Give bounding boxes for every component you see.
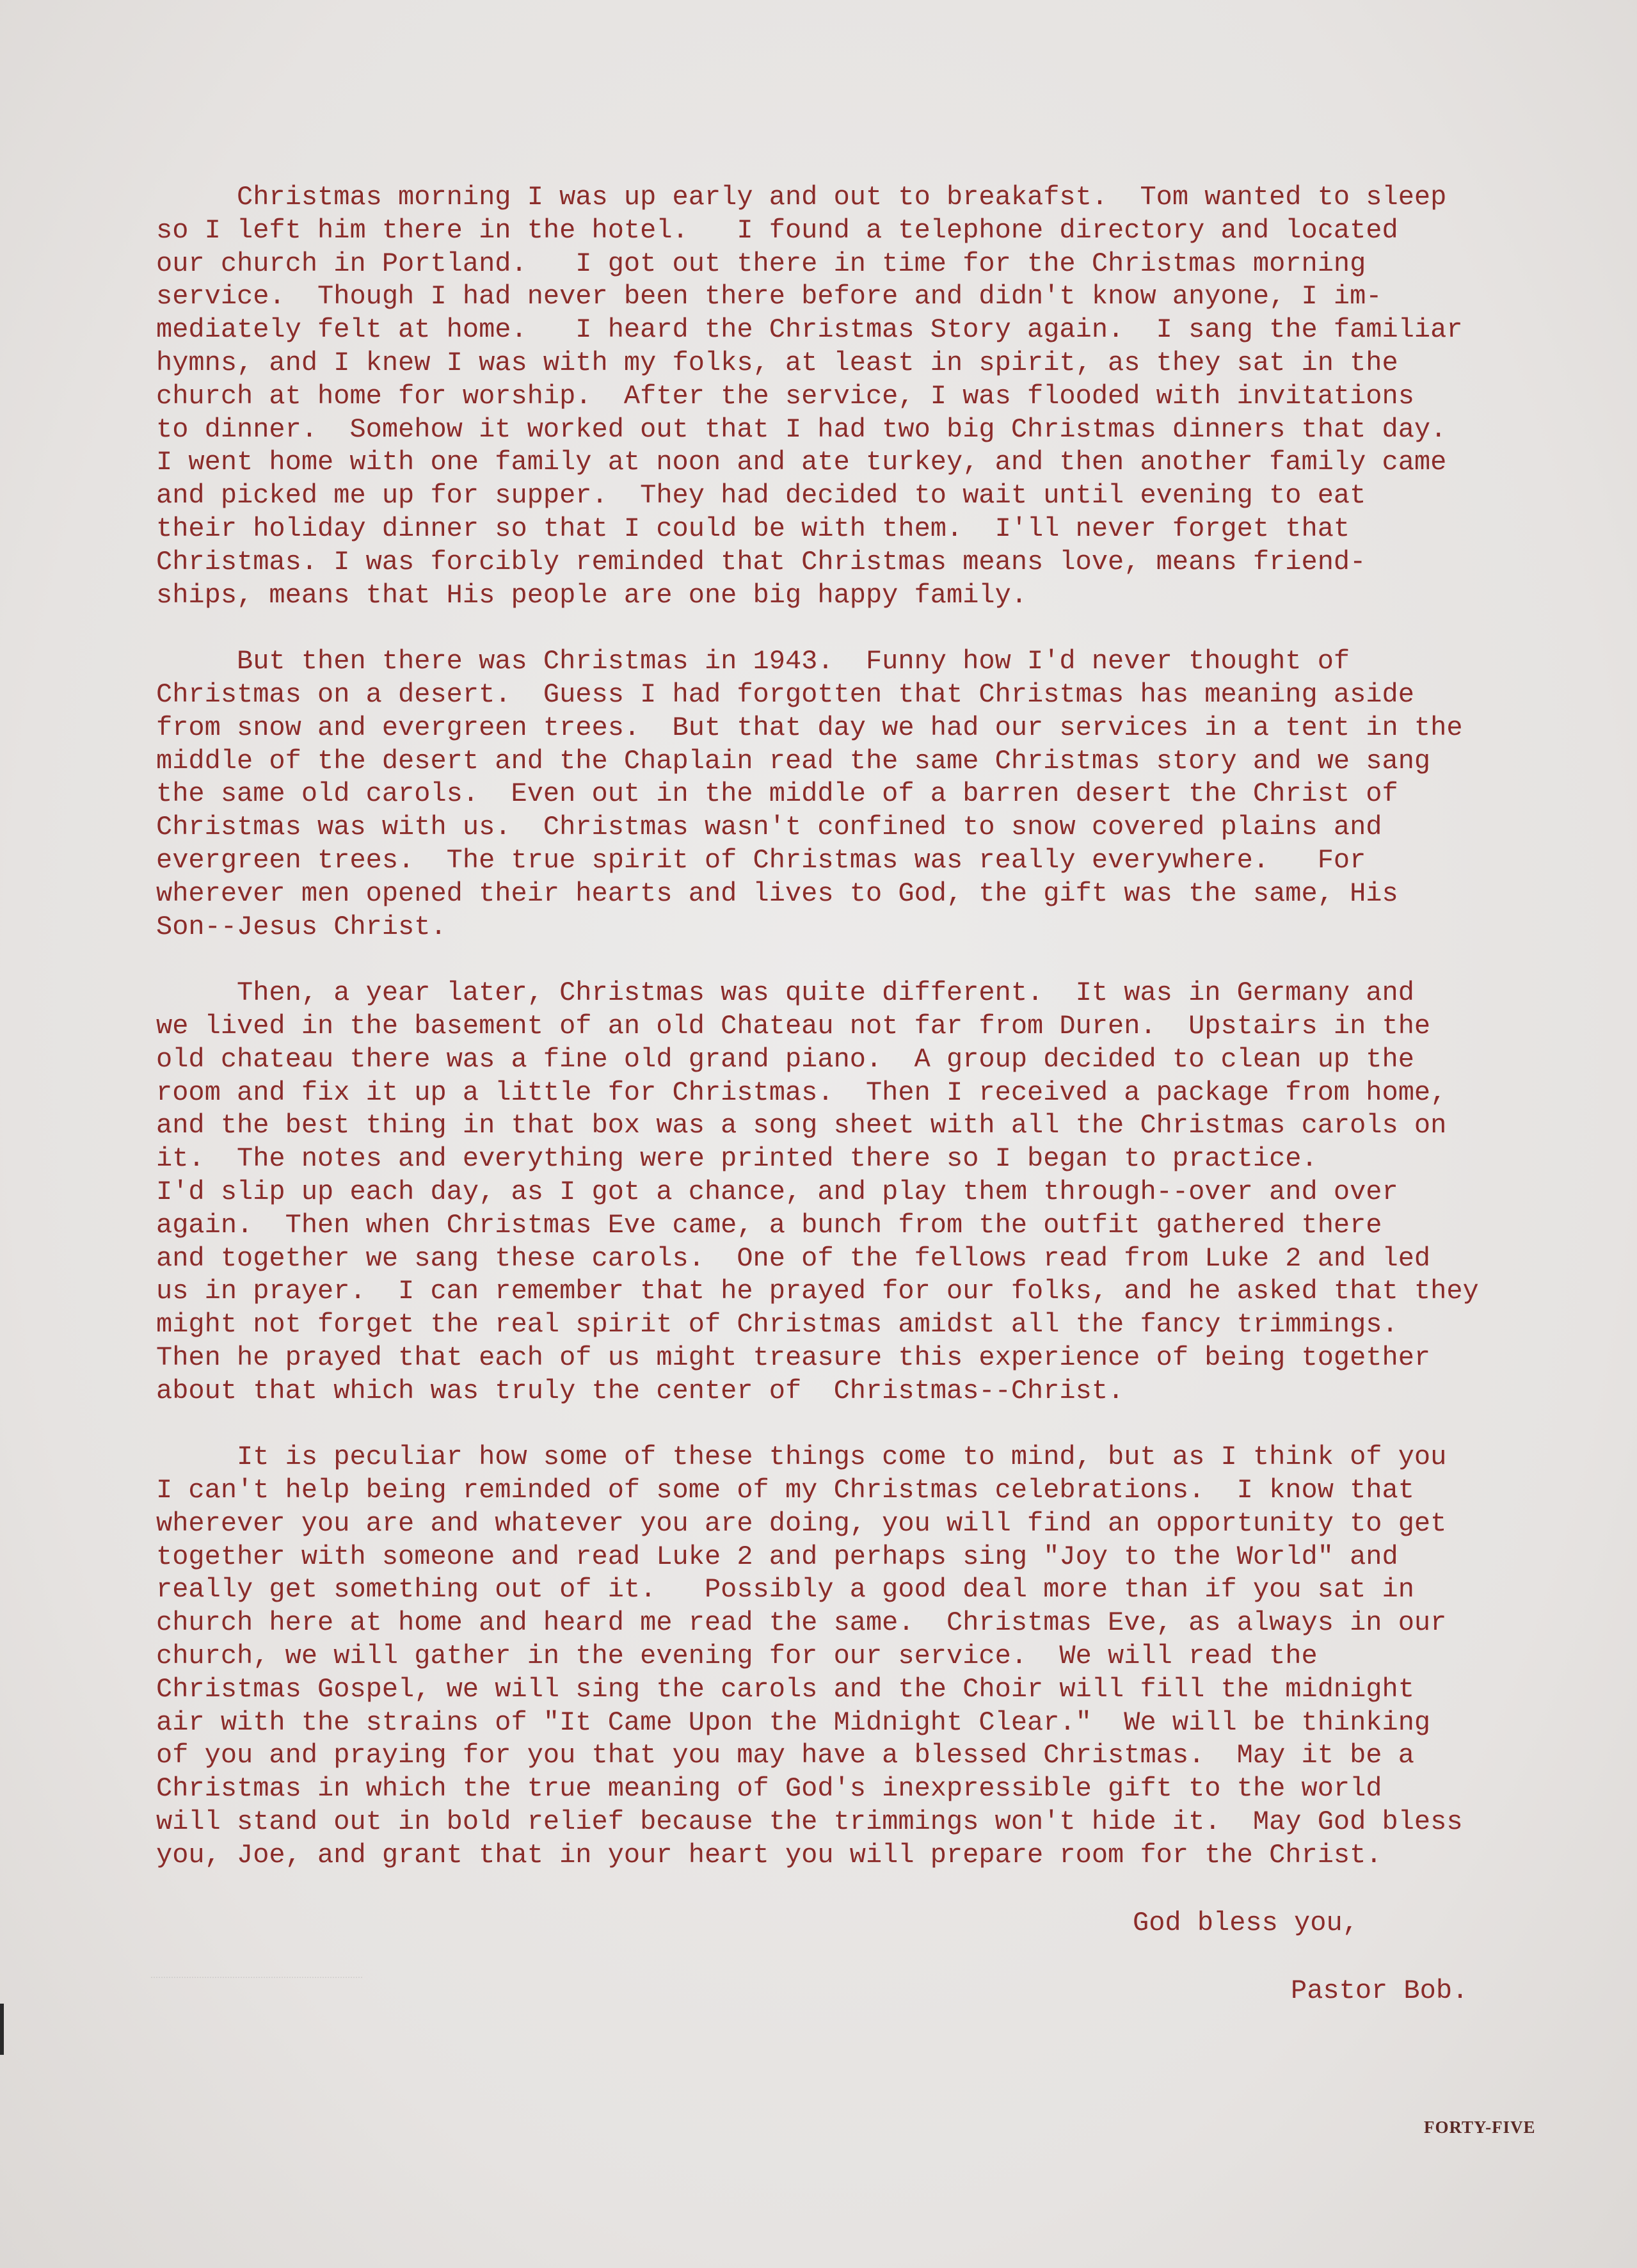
faint-bleed-through bbox=[151, 1977, 362, 2004]
text-line: Then he prayed that each of us might treasure this experience of being together bbox=[156, 1342, 1431, 1373]
text-line: church, we will gather in the evening for our service. We will read the bbox=[156, 1641, 1318, 1672]
paragraph-2 bbox=[156, 645, 1573, 944]
text-line: and picked me up for supper. They had decided to wait until evening to eat bbox=[156, 480, 1366, 511]
text-line: air with the strains of "It Came Upon the Midnight Clear." We will be thinking bbox=[156, 1707, 1431, 1738]
text-line: again. Then when Christmas Eve came, a bunch from the outfit gathered there bbox=[156, 1209, 1382, 1241]
text-line: wherever men opened their hearts and lives to God, the gift was the same, His bbox=[156, 878, 1398, 909]
text-line: I went home with one family at noon and ate turkey, and then another family came bbox=[156, 447, 1447, 478]
text-line: middle of the desert and the Chaplain read the same Christmas story and we sang bbox=[156, 745, 1431, 776]
text-line: service. Though I had never been there before and didn't know anyone, I im- bbox=[156, 281, 1382, 312]
text-line: will stand out in bold relief because the trimmings won't hide it. May God bless bbox=[156, 1806, 1463, 1838]
text-line: their holiday dinner so that I could be with them. I'll never forget that bbox=[156, 513, 1350, 544]
paragraph-1 bbox=[156, 181, 1573, 612]
letter-closing: God bless you, bbox=[1133, 1908, 1359, 1938]
text-line: about that which was truly the center of Christmas--Christ. bbox=[156, 1375, 1124, 1406]
text-line: and together we sang these carols. One of the fellows read from Luke 2 and led bbox=[156, 1243, 1431, 1274]
text-line: ships, means that His people are one big happy family. bbox=[156, 579, 1028, 611]
text-line: It is peculiar how some of these things come to mind, but as I think of you bbox=[156, 1442, 1447, 1473]
text-line: wherever you are and whatever you are doing, you will find an opportunity to get bbox=[156, 1508, 1447, 1539]
text-line: from snow and evergreen trees. But that day we had our services in a tent in the bbox=[156, 712, 1463, 743]
text-line: mediately felt at home. I heard the Christmas Story again. I sang the familiar bbox=[156, 314, 1463, 346]
text-line: our church in Portland. I got out there in time for the Christmas morning bbox=[156, 248, 1366, 279]
page-number: FORTY-FIVE bbox=[1424, 2118, 1536, 2137]
text-line: Son--Jesus Christ. bbox=[156, 911, 447, 942]
text-line: Christmas on a desert. Guess I had forgotten that Christmas has meaning aside bbox=[156, 679, 1414, 710]
text-line: Christmas was with us. Christmas wasn't confined to snow covered plains and bbox=[156, 812, 1382, 843]
text-line: it. The notes and everything were printed there so I began to practice. bbox=[156, 1143, 1318, 1175]
text-line: together with someone and read Luke 2 and perhaps sing "Joy to the World" and bbox=[156, 1541, 1398, 1572]
text-line: Christmas. I was forcibly reminded that Christmas means love, means friend- bbox=[156, 546, 1366, 577]
text-line: church here at home and heard me read the same. Christmas Eve, as always in our bbox=[156, 1607, 1447, 1639]
letter-body bbox=[156, 181, 1573, 1905]
paragraph-4 bbox=[156, 1441, 1573, 1872]
text-line: evergreen trees. The true spirit of Christmas was really everywhere. For bbox=[156, 844, 1366, 876]
text-line: Christmas morning I was up early and out to breakafst. Tom wanted to sleep bbox=[156, 182, 1447, 213]
paragraph-3 bbox=[156, 977, 1573, 1408]
text-line: and the best thing in that box was a song sheet with all the Christmas carols on bbox=[156, 1110, 1447, 1141]
text-line: the same old carols. Even out in the middle of a barren desert the Christ of bbox=[156, 778, 1398, 810]
text-line: church at home for worship. After the service, I was flooded with invitations bbox=[156, 380, 1414, 412]
text-line: really get something out of it. Possibly a good deal more than if you sat in bbox=[156, 1574, 1414, 1605]
binding-mark bbox=[0, 2004, 4, 2055]
text-line: I'd slip up each day, as I got a chance, and play them through--over and over bbox=[156, 1176, 1398, 1207]
letter-signature: Pastor Bob. bbox=[1291, 1975, 1469, 2006]
text-line: might not forget the real spirit of Christmas amidst all the fancy trimmings. bbox=[156, 1309, 1398, 1340]
text-line: Then, a year later, Christmas was quite different. It was in Germany and bbox=[156, 977, 1414, 1009]
text-line: we lived in the basement of an old Chateau not far from Duren. Upstairs in the bbox=[156, 1010, 1431, 1042]
text-line: I can't help being reminded of some of my Christmas celebrations. I know that bbox=[156, 1475, 1414, 1506]
text-line: room and fix it up a little for Christmas. Then I received a package from home, bbox=[156, 1077, 1447, 1108]
text-line: us in prayer. I can remember that he prayed for our folks, and he asked that they bbox=[156, 1276, 1479, 1307]
text-line: old chateau there was a fine old grand piano. A group decided to clean up the bbox=[156, 1043, 1414, 1075]
text-line: you, Joe, and grant that in your heart you will prepare room for the Christ. bbox=[156, 1839, 1382, 1870]
text-line: Christmas in which the true meaning of God's inexpressible gift to the world bbox=[156, 1773, 1382, 1805]
text-line: so I left him there in the hotel. I found a telephone directory and located bbox=[156, 214, 1398, 246]
text-line: Christmas Gospel, we will sing the carols and the Choir will fill the midnight bbox=[156, 1673, 1414, 1705]
text-line: to dinner. Somehow it worked out that I had two big Christmas dinners that day. bbox=[156, 414, 1447, 445]
text-line: of you and praying for you that you may have a blessed Christmas. May it be a bbox=[156, 1740, 1414, 1771]
text-line: hymns, and I knew I was with my folks, at least in spirit, as they sat in the bbox=[156, 347, 1398, 378]
text-line: But then there was Christmas in 1943. Funny how I'd never thought of bbox=[156, 646, 1350, 677]
